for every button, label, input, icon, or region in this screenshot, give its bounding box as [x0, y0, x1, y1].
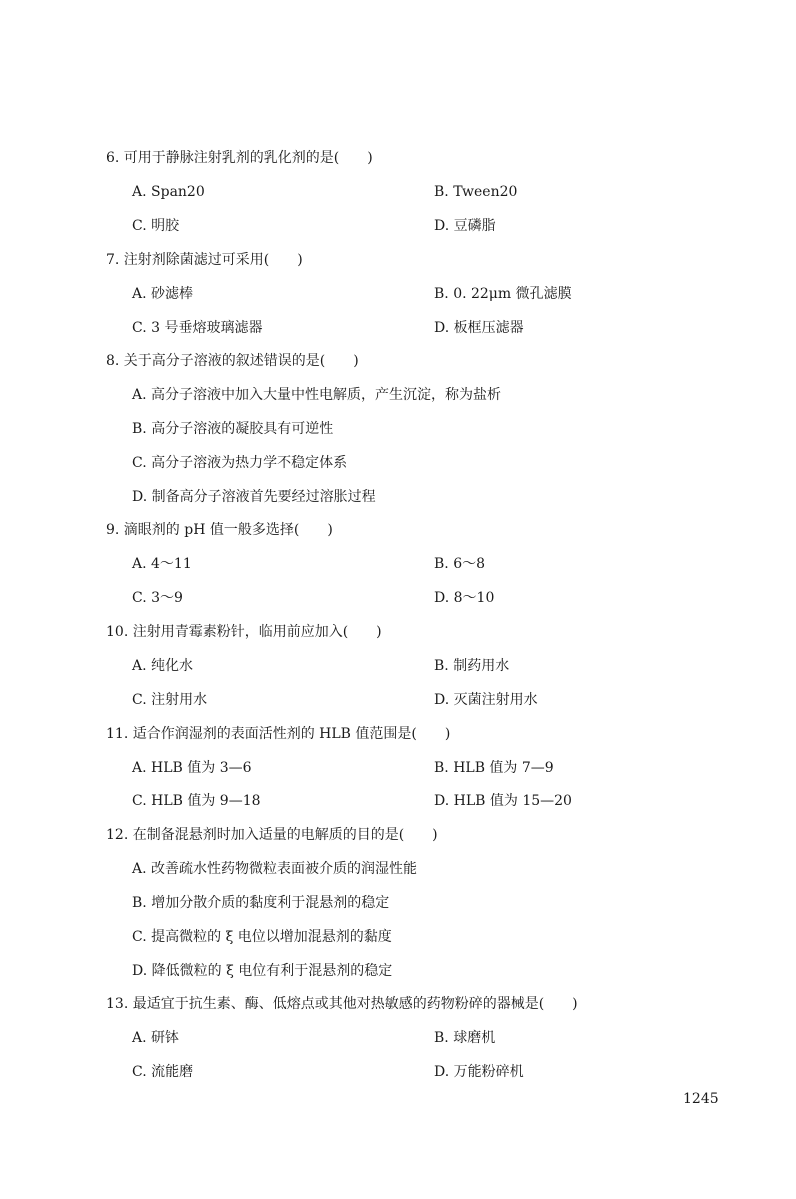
question-11-option-b: B. HLB 值为 7—9	[434, 760, 554, 776]
question-9-option-b: B. 6～8	[434, 556, 486, 572]
question-12-option-c: C. 提高微粒的 ξ 电位以增加混悬剂的黏度	[132, 929, 392, 945]
question-12-stem: 12. 在制备混悬剂时加入适量的电解质的目的是( )	[106, 827, 438, 843]
question-6-option-a: A. Span20	[132, 184, 205, 200]
question-12-option-d: D. 降低微粒的 ξ 电位有利于混悬剂的稳定	[132, 963, 393, 979]
question-10-stem: 10. 注射用青霉素粉针，临用前应加入( )	[106, 624, 382, 640]
question-13-option-b: B. 球磨机	[434, 1030, 496, 1046]
question-11-stem: 11. 适合作润湿剂的表面活性剂的 HLB 值范围是( )	[106, 726, 451, 742]
question-11-option-c: C. HLB 值为 9—18	[132, 793, 261, 809]
question-13-option-a: A. 研钵	[132, 1030, 180, 1046]
page-number: 1245	[683, 1091, 719, 1107]
question-8-option-a: A. 高分子溶液中加入大量中性电解质，产生沉淀，称为盐析	[132, 387, 502, 403]
question-10-option-c: C. 注射用水	[132, 692, 208, 708]
question-7-option-c: C. 3 号垂熔玻璃滤器	[132, 320, 263, 336]
question-7-stem: 7. 注射剂除菌滤过可采用( )	[106, 252, 303, 268]
question-10-option-b: B. 制药用水	[434, 658, 510, 674]
question-6-option-c: C. 明胶	[132, 218, 180, 234]
question-8-option-d: D. 制备高分子溶液首先要经过溶胀过程	[132, 489, 376, 505]
question-10-option-a: A. 纯化水	[132, 658, 194, 674]
question-13-stem: 13. 最适宜于抗生素、酶、低熔点或其他对热敏感的药物粉碎的器械是( )	[106, 996, 578, 1012]
question-9-option-a: A. 4～11	[132, 556, 192, 572]
question-6-stem: 6. 可用于静脉注射乳剂的乳化剂的是( )	[106, 150, 373, 166]
question-12-option-a: A. 改善疏水性药物微粒表面被介质的润湿性能	[132, 861, 418, 877]
question-9-option-c: C. 3～9	[132, 590, 183, 606]
question-6-option-b: B. Tween20	[434, 184, 518, 200]
question-12-option-b: B. 增加分散介质的黏度利于混悬剂的稳定	[132, 895, 390, 911]
question-8-stem: 8. 关于高分子溶液的叙述错误的是( )	[106, 353, 359, 369]
question-10-option-d: D. 灭菌注射用水	[434, 692, 538, 708]
question-13-option-d: D. 万能粉碎机	[434, 1064, 524, 1080]
question-8-option-c: C. 高分子溶液为热力学不稳定体系	[132, 455, 348, 471]
question-13-option-c: C. 流能磨	[132, 1064, 194, 1080]
question-11-option-d: D. HLB 值为 15—20	[434, 793, 572, 809]
question-8-option-b: B. 高分子溶液的凝胶具有可逆性	[132, 421, 334, 437]
question-7-option-b: B. 0. 22μm 微孔滤膜	[434, 286, 572, 302]
question-11-option-a: A. HLB 值为 3—6	[132, 760, 252, 776]
question-6-option-d: D. 豆磷脂	[434, 218, 496, 234]
question-9-stem: 9. 滴眼剂的 pH 值一般多选择( )	[106, 522, 333, 538]
question-7-option-d: D. 板框压滤器	[434, 320, 524, 336]
question-7-option-a: A. 砂滤棒	[132, 286, 194, 302]
question-9-option-d: D. 8～10	[434, 590, 495, 606]
